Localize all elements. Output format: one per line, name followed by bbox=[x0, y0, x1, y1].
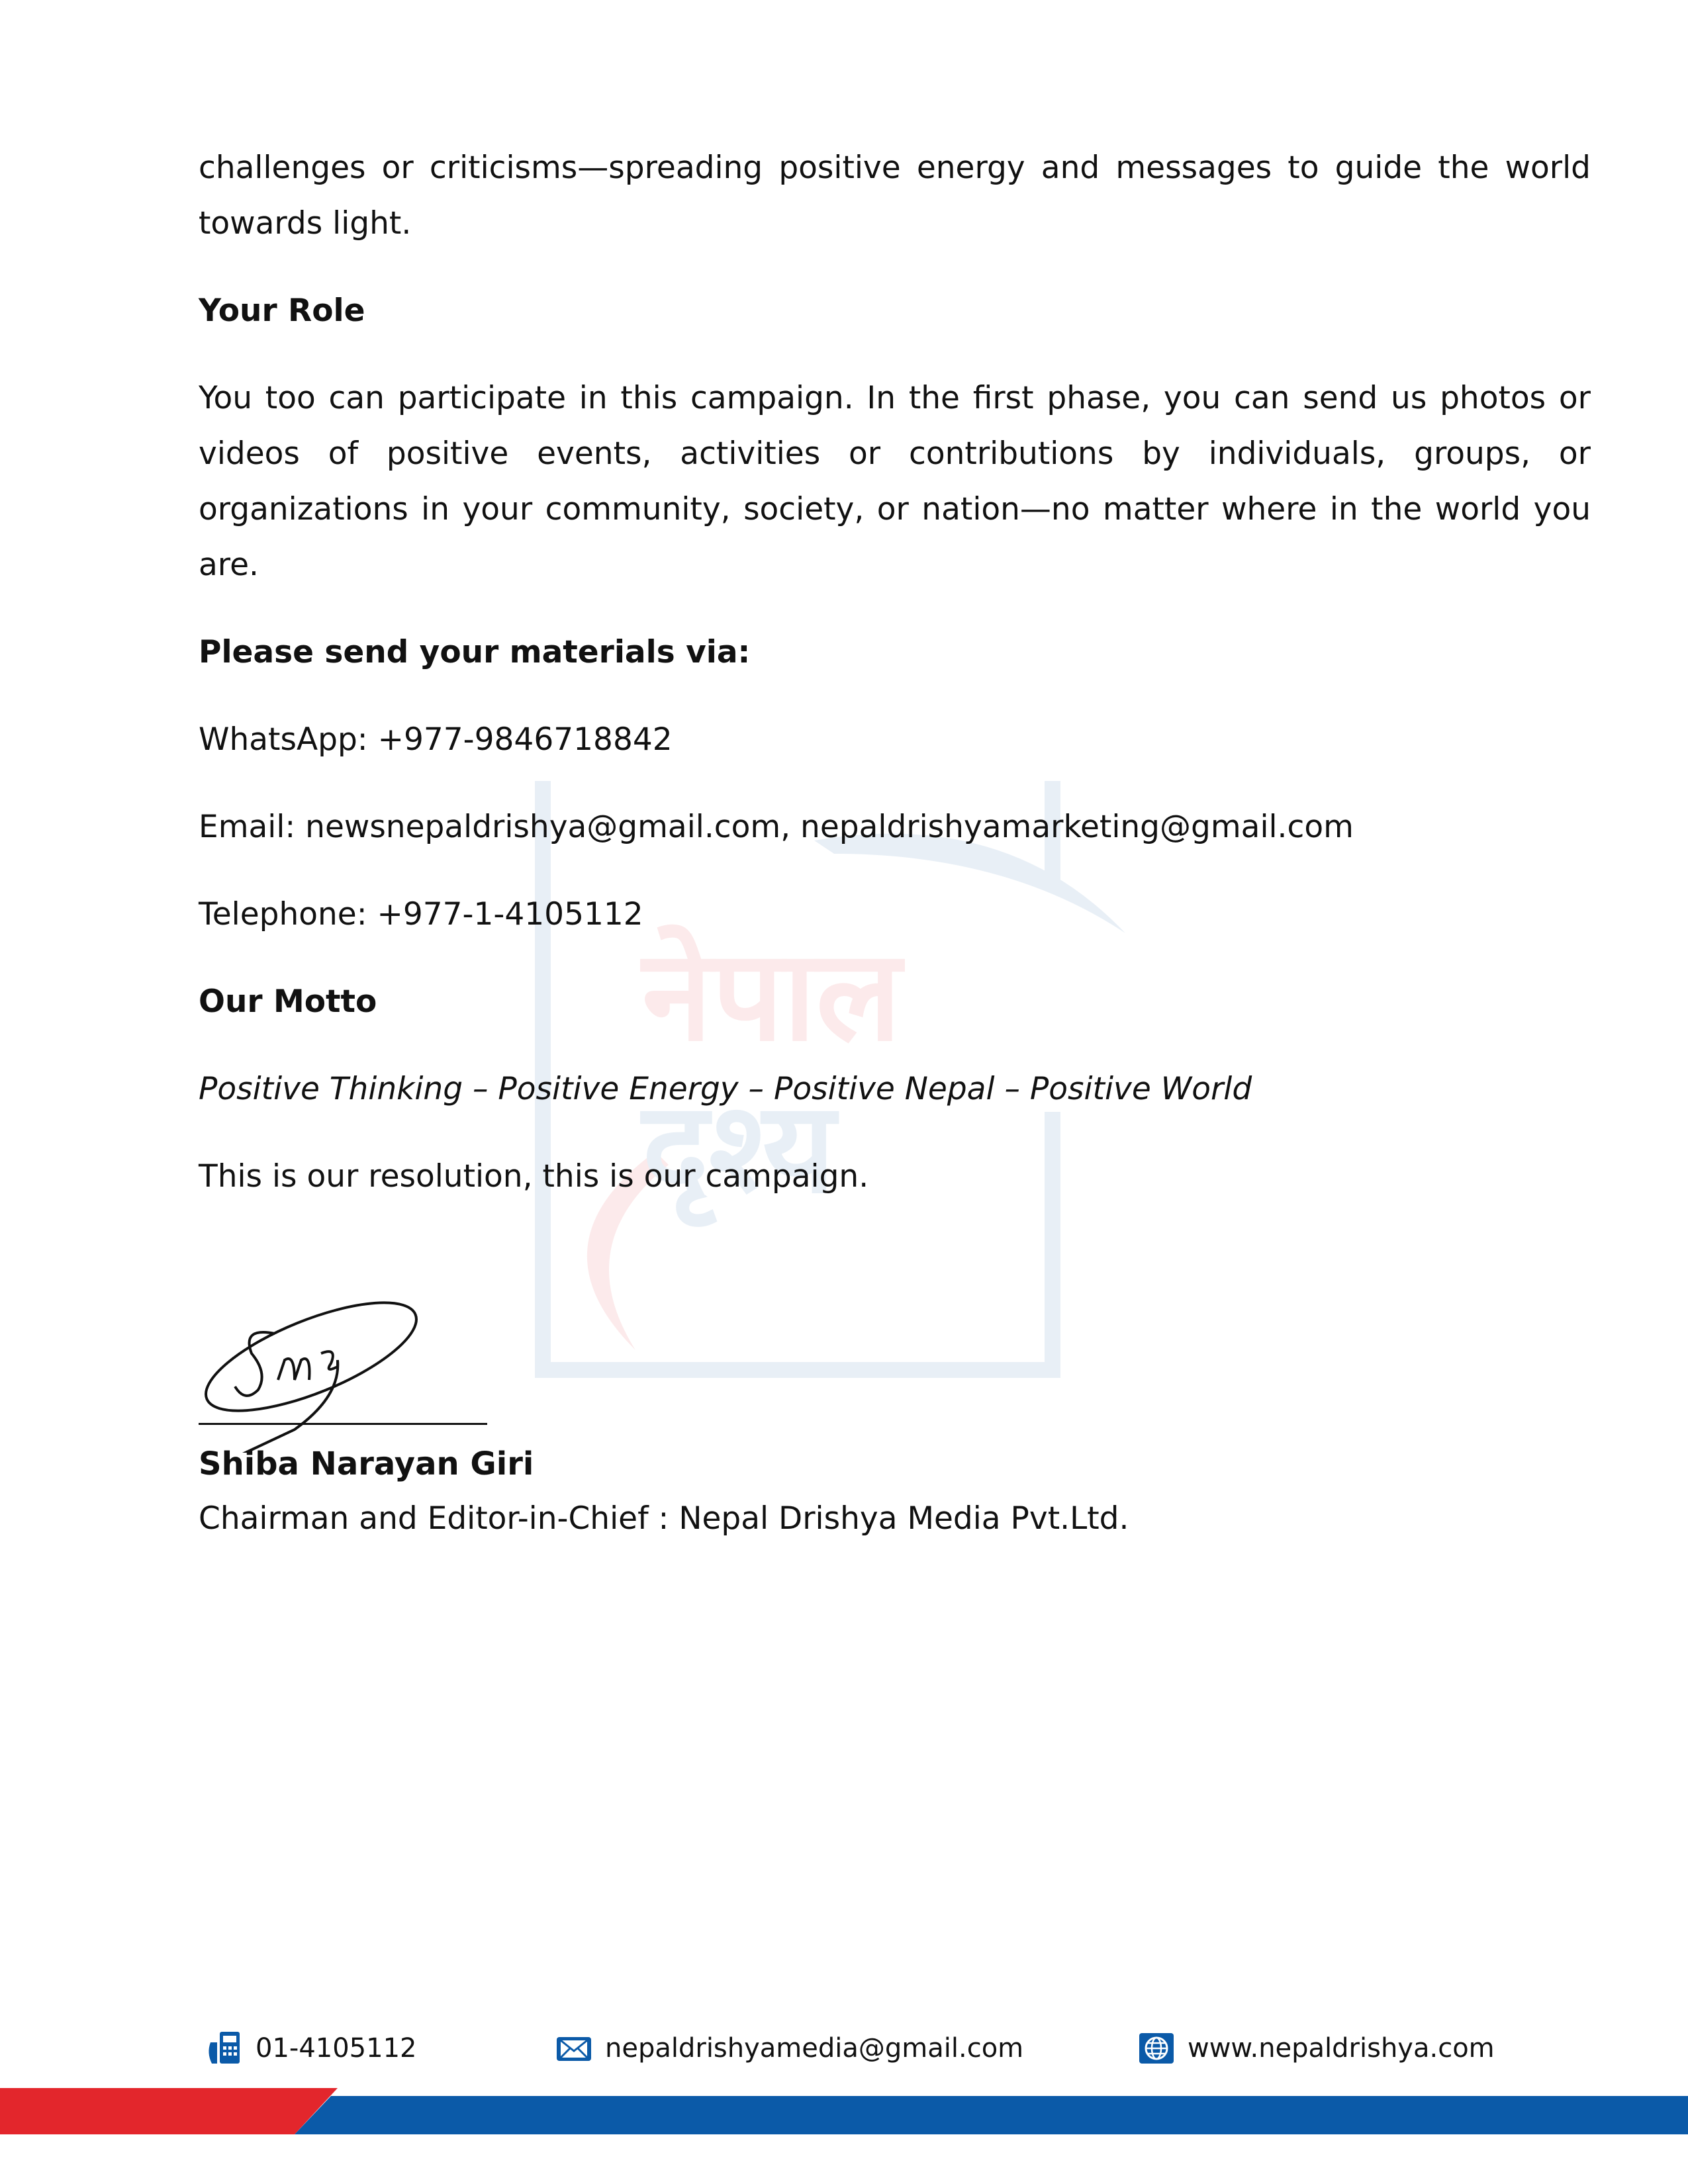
footer-email-text[interactable]: nepaldrishyamedia@gmail.com bbox=[605, 2033, 1024, 2064]
watermark-line1: नेपाल bbox=[642, 923, 902, 1069]
send-materials-heading: Please send your materials via: bbox=[199, 634, 751, 670]
footer-phone bbox=[205, 2028, 416, 2068]
intro-paragraph: challenges or criticisms—spreading positive energy and messages to guide the world towards light. bbox=[199, 150, 1591, 242]
handwritten-signature bbox=[195, 1281, 460, 1453]
letter-body bbox=[199, 140, 1591, 1205]
signature-line bbox=[199, 1423, 487, 1425]
footer-phone-text: 01-4105112 bbox=[256, 2033, 417, 2064]
whatsapp-contact: WhatsApp: +977-9846718842 bbox=[199, 721, 673, 758]
footer-website bbox=[1137, 2028, 1495, 2068]
resolution-text: This is our resolution, this is our campaign. bbox=[199, 1158, 869, 1195]
footer-website-text[interactable]: www.nepaldrishya.com bbox=[1188, 2033, 1495, 2064]
signatory-name: Shiba Narayan Giri bbox=[199, 1445, 534, 1482]
globe-icon bbox=[1137, 2029, 1176, 2068]
watermark-line2: दृश्य bbox=[642, 1075, 835, 1221]
email-contact: Email: newsnepaldrishya@gmail.com, nepaldrishyamarketing@gmail.com bbox=[199, 809, 1354, 845]
footer-email bbox=[555, 2028, 1023, 2068]
motto-text: Positive Thinking – Positive Energy – Positive Nepal – Positive World bbox=[199, 1071, 1252, 1107]
footer-color-bar bbox=[0, 2088, 1688, 2134]
your-role-heading: Your Role bbox=[199, 293, 365, 329]
signatory-title: Chairman and Editor-in-Chief : Nepal Drishya Media Pvt.Ltd. bbox=[199, 1500, 1129, 1537]
motto-heading: Our Motto bbox=[199, 983, 377, 1020]
telephone-contact: Telephone: +977-1-4105112 bbox=[199, 896, 643, 933]
envelope-icon bbox=[555, 2029, 593, 2068]
your-role-paragraph: You too can participate in this campaign. In the first phase, you can send us photos or videos of positive events, activities or contributions by individuals, groups, or organizations in your community, society, or nation—no matter where in the world you are. bbox=[199, 380, 1591, 583]
telephone-icon bbox=[205, 2029, 244, 2068]
